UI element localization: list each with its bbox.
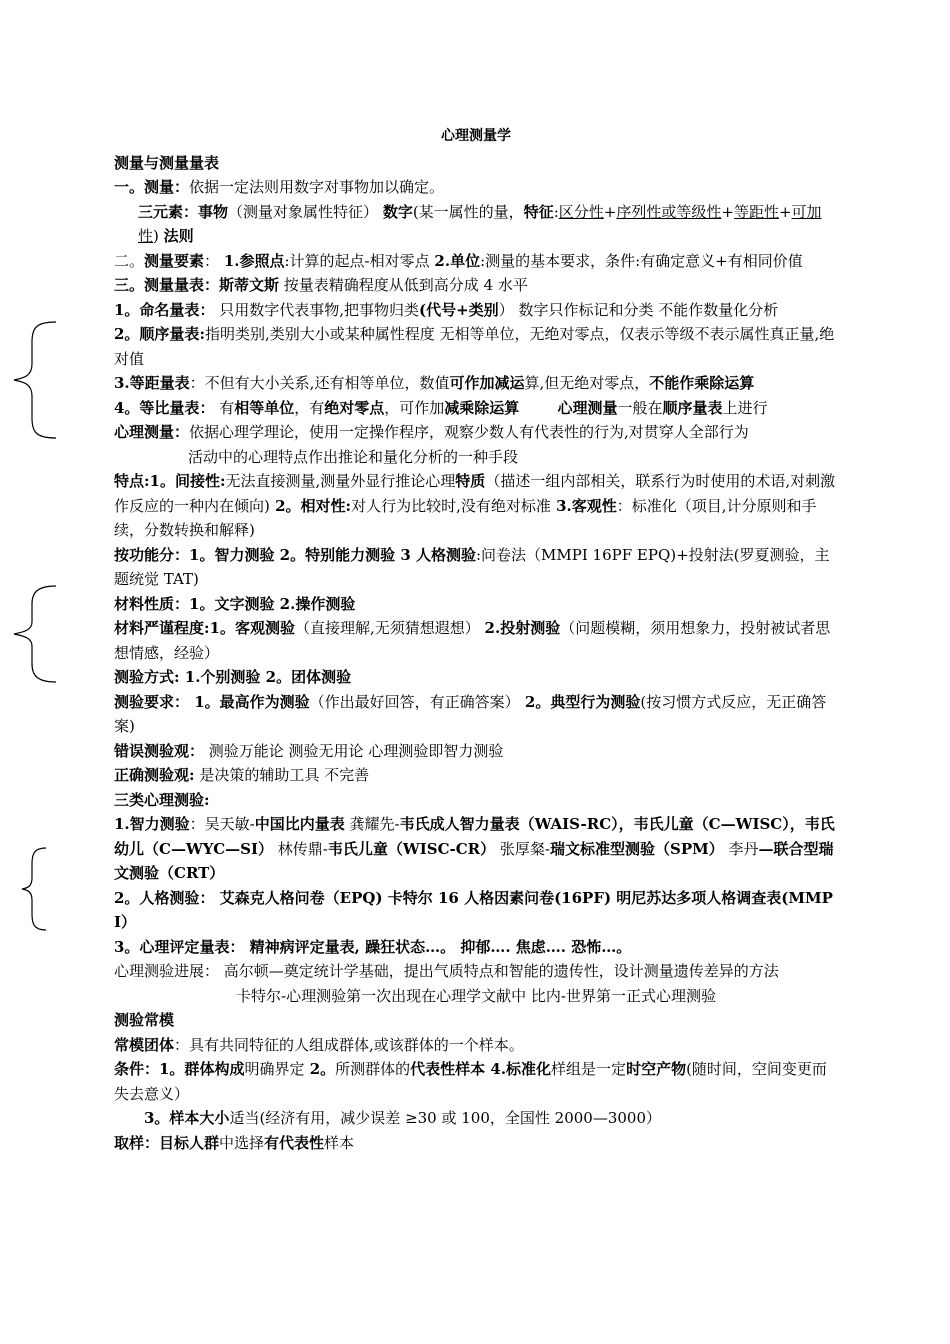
line-20: 2。人格测验： 艾森克人格问卷（EPQ) 卡特尔 16 人格因素问卷(16PF) 明尼苏达多项人格调查表(MMPI） xyxy=(114,888,833,931)
line-9: 心理测量：依据心理学理论，使用一定操作程序，观察少数人有代表性的行为,对贯穿人全部行为 xyxy=(114,423,749,441)
line-25: 常模团体：具有共同特征的人组成群体,或该群体的一个样本。 xyxy=(114,1035,524,1054)
line-26: 条件：1。群体构成明确界定 2。所测群体的代表性样本 4.标准化样组是一定时空产物(随时间，空间变更而失去意义） xyxy=(114,1060,827,1103)
line-12: 材料性质：1。文字测验 2.操作测验 xyxy=(114,594,356,613)
line-23: 卡特尔-心理测验第一次出现在心理学文献中 比内-世界第一正式心理测验 xyxy=(236,986,716,1005)
line-21: 3。心理评定量表： 精神病评定量表, 躁狂状态…。 抑郁…. 焦虑…. 恐怖…。 xyxy=(114,937,632,956)
line-14: 测验方式: 1.个别测验 2。团体测验 xyxy=(114,668,352,686)
line-9-cont: 活动中的心理特点作出推论和量化分析的一种手段 xyxy=(188,447,519,466)
line-5: 1。命名量表： 只用数字代表事物,把事物归类(代号+类别） 数字只作标记和分类 不能作数量化分析 xyxy=(114,300,779,319)
heading-measurement: 测量与测量量表 xyxy=(114,153,220,172)
line-6: 2。顺序量表:指明类别,类别大小或某种属性程度 无相等单位，无绝对零点，仅表示等级不表示属性真正量,绝对值 xyxy=(114,325,835,368)
document-body xyxy=(114,124,838,1155)
line-17: 正确测验观: 是决策的辅助工具 不完善 xyxy=(114,766,370,784)
left-brace-2 xyxy=(0,584,60,684)
line-10: 特点:1。间接性:无法直接测量,测量外显行推论心理特质（描述一组内部相关，联系行为时使用的术语,对刺激作反应的一种内在倾向) 2。相对性:对人行为比较时,没有绝对标准 3.客观性：标准化（项目,计分原则和手续，分数转换和解释) xyxy=(114,472,836,539)
line-15: 测验要求： 1。最高作为测验（作出最好回答，有正确答案） 2。典型行为测验(按习惯方式反应，无正确答案) xyxy=(114,692,827,735)
left-brace-1 xyxy=(0,320,60,440)
line-24: 测验常模 xyxy=(114,1011,175,1029)
line-2: 三元素：事物（测量对象属性特征） 数字(某一属性的量，特征:区分性+序列性或等级性+等距性+可加性) 法则 xyxy=(138,202,822,245)
line-18: 三类心理测验: xyxy=(114,790,210,809)
line-11: 按功能分：1。智力测验 2。特别能力测验 3 人格测验:问卷法（MMPI 16PF EPQ)+投射法(罗夏测验，主题统觉 TAT) xyxy=(114,545,830,588)
line-3: 二。测量要素： 1.参照点:计算的起点-相对零点 2.单位:测量的基本要求，条件:有确定意义+有相同价值 xyxy=(114,251,803,270)
line-27: 3。样本大小适当(经济有用，减少误差 ≥30 或 100，全国性 2000—3000） xyxy=(144,1109,662,1127)
line-13: 材料严谨程度:1。客观测验（直接理解,无须猜想遐想） 2.投射测验（问题模糊，须用想象力，投射被试者思想情感，经验） xyxy=(114,619,831,662)
line-19: 1.智力测验：吴天敏-中国比内量表 龚耀先-韦氏成人智力量表（WAIS-RC），韦氏儿童（C—WISC），韦氏幼儿（C—WYC—SI） 林传鼎-韦氏儿童（WISC-CR） 张厚粲-瑞文标准型测验（SPM） 李丹—联合型瑞文测验（CRT） xyxy=(114,815,835,882)
line-4: 三。测量量表：斯蒂文斯 按量表精确程度从低到高分成 4 水平 xyxy=(114,276,528,294)
line-7: 3.等距量表：不但有大小关系,还有相等单位，数值可作加减运算,但无绝对零点，不能作乘除运算 xyxy=(114,374,755,392)
line-1: 一。测量：依据一定法则用数字对事物加以确定。 xyxy=(114,178,445,196)
line-16: 错误测验观： 测验万能论 测验无用论 心理测验即智力测验 xyxy=(114,741,504,760)
page-title: 心理测量学 xyxy=(441,128,511,144)
line-22: 心理测验进展： 高尔顿—奠定统计学基础，提出气质特点和智能的遗传性，设计测量遗传差异的方法 xyxy=(114,962,779,980)
line-8: 4。等比量表： 有相等单位，有绝对零点，可作加减乘除运算 心理测量一般在顺序量表上进行 xyxy=(114,398,768,417)
left-brace-3 xyxy=(0,846,60,932)
line-28: 取样：目标人群中选择有代表性样本 xyxy=(114,1133,355,1152)
